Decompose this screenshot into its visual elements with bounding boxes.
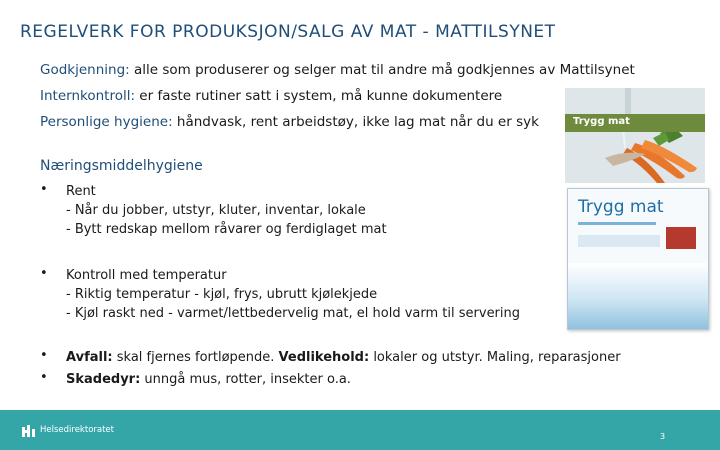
slide-title: REGELVERK FOR PRODUKSJON/SALG AV MAT - MATTILSYNET xyxy=(20,22,556,42)
trygg-mat-booklet xyxy=(567,188,709,330)
booklet-title: Trygg mat xyxy=(578,197,664,217)
definition-term: Internkontroll: xyxy=(40,88,136,104)
photo-banner-text: Trygg mat xyxy=(573,116,630,127)
bullet-body xyxy=(66,266,520,323)
definition-term: Godkjenning: xyxy=(40,62,130,78)
bullet-body xyxy=(66,348,621,367)
mattilsynet-logo-icon xyxy=(666,227,696,249)
bullet-heading: Kontroll med temperatur xyxy=(66,268,227,283)
bullet-label: Avfall: xyxy=(66,350,113,365)
bullet-icon: • xyxy=(40,182,48,197)
section-heading: Næringsmiddelhygiene xyxy=(40,158,203,174)
definition-term: Personlige hygiene: xyxy=(40,114,173,130)
bullet-heading: Rent xyxy=(66,184,96,199)
definition-text: er faste rutiner satt i system, må kunne dokumentere xyxy=(135,88,503,104)
bullet-icon: • xyxy=(40,370,48,385)
bullet-label: Vedlikehold: xyxy=(278,350,370,365)
footer-bar xyxy=(0,410,720,450)
bullet-body xyxy=(66,370,351,389)
helsedirektoratet-logo-icon xyxy=(22,425,36,437)
bullet-icon: • xyxy=(40,348,48,363)
bullet-line: - Riktig temperatur - kjøl, frys, ubrutt kjølekjede xyxy=(66,287,378,302)
page-number: 3 xyxy=(660,432,666,441)
booklet-subtitle-line xyxy=(578,222,656,225)
bullet-line: - Kjøl raskt ned - varmet/lettbedervelig mat, el hold varm til servering xyxy=(66,306,521,321)
bullet-line: - Når du jobber, utstyr, kluter, inventar, lokale xyxy=(66,203,366,218)
definition-godkjenning xyxy=(40,62,635,78)
bullet-label: Skadedyr: xyxy=(66,372,141,387)
water-splash-graphic xyxy=(568,263,708,329)
bullet-text: unngå mus, rotter, insekter o.a. xyxy=(140,372,351,387)
carrots-illustration xyxy=(565,88,705,183)
definition-personlig-hygiene xyxy=(40,114,539,130)
carrots-photo xyxy=(565,88,705,183)
definition-internkontroll xyxy=(40,88,502,104)
bullet-text: lokaler og utstyr. Maling, reparasjoner xyxy=(369,350,621,365)
footer-logo-text: Helsedirektoratet xyxy=(40,425,114,435)
bullet-text: skal fjernes fortløpende. xyxy=(112,350,279,365)
bullet-body xyxy=(66,182,387,239)
booklet-info-bar xyxy=(578,235,660,247)
bullet-icon: • xyxy=(40,266,48,281)
definition-text: håndvask, rent arbeidstøy, ikke lag mat når du er syk xyxy=(172,114,539,130)
photo-banner xyxy=(565,114,705,132)
definition-text: alle som produserer og selger mat til andre må godkjennes av Mattilsynet xyxy=(129,62,635,78)
bullet-line: - Bytt redskap mellom råvarer og ferdiglaget mat xyxy=(66,222,387,237)
